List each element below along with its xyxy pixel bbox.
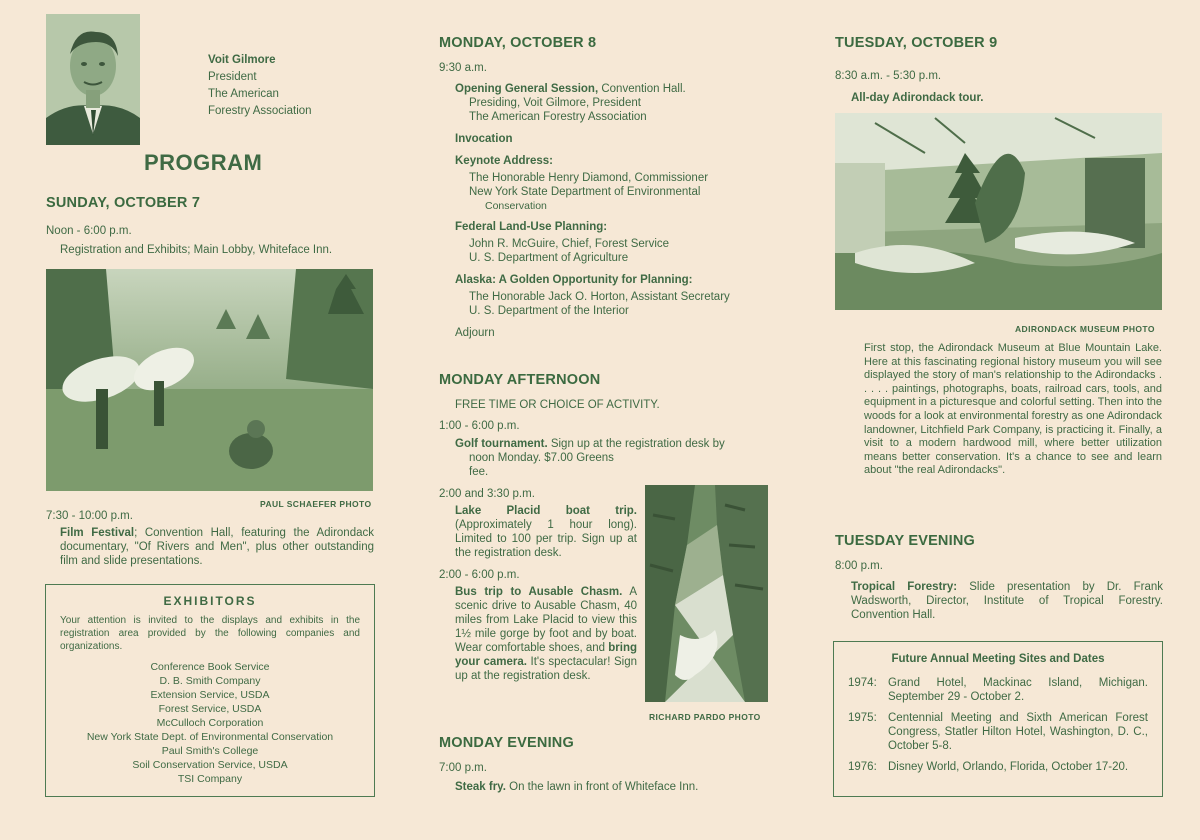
exhibitor-item: Forest Service, USDA bbox=[158, 703, 262, 715]
landuse-line-1: John R. McGuire, Chief, Forest Service bbox=[469, 238, 670, 250]
future-meeting-row bbox=[848, 676, 1148, 704]
museum-photo bbox=[835, 113, 1162, 310]
exhibitor-item: D. B. Smith Company bbox=[159, 675, 261, 687]
exhibitors-list bbox=[46, 660, 374, 786]
tuesday-evening-event bbox=[851, 580, 1163, 622]
president-org-2: Forestry Association bbox=[208, 105, 312, 117]
bus-bold: bring your camera. bbox=[455, 642, 637, 668]
presiding-line-1: Presiding, Voit Gilmore, President bbox=[469, 97, 641, 109]
exhibitor-item: Extension Service, USDA bbox=[150, 689, 270, 701]
president-info bbox=[208, 52, 312, 120]
president-name: Voit Gilmore bbox=[208, 54, 276, 66]
chasm-photo-credit: RICHARD PARDO PHOTO bbox=[649, 712, 761, 722]
exhibitor-item: Conference Book Service bbox=[150, 661, 270, 673]
future-meetings-box bbox=[833, 641, 1163, 797]
bus-event bbox=[455, 585, 637, 683]
opening-session-title: Opening General Session, bbox=[455, 83, 599, 95]
tropical-forestry-text: Slide presentation by Dr. Frank Wadsworth, Director, Institute of Tropical Forestry. Convention Hall. bbox=[851, 581, 1163, 621]
invocation: Invocation bbox=[455, 133, 513, 145]
exhibitor-item: New York State Dept. of Environmental Conservation bbox=[86, 731, 334, 743]
keynote-line-2: New York State Department of Environmental bbox=[469, 186, 701, 198]
program-title: PROGRAM bbox=[144, 150, 263, 175]
monday-time: 9:30 a.m. bbox=[439, 62, 487, 74]
future-site: Centennial Meeting and Sixth American Forest Congress, Statler Hilton Hotel, Washington, D. C., October 5-8. bbox=[888, 712, 1148, 752]
keynote-title: Keynote Address: bbox=[455, 155, 553, 167]
future-site: Disney World, Orlando, Florida, October 17-20. bbox=[888, 761, 1129, 773]
monday-heading: MONDAY, OCTOBER 8 bbox=[439, 35, 597, 51]
president-org-1: The American bbox=[208, 88, 279, 100]
film-festival-text: ; Convention Hall, featuring the Adirondack documentary, "Of Rivers and Men", plus other outstanding film and slide presentations. bbox=[60, 527, 374, 567]
monday-evening-time: 7:00 p.m. bbox=[439, 762, 487, 774]
tuesday-evening-time: 8:00 p.m. bbox=[835, 560, 883, 572]
steak-fry-text: On the lawn in front of Whiteface Inn. bbox=[505, 781, 699, 793]
boat-text: (Approximately 1 hour long). Limited to 100 per trip. Sign up at the registration desk. bbox=[455, 519, 637, 559]
sunday-event-1: Registration and Exhibits; Main Lobby, Whiteface Inn. bbox=[60, 244, 333, 256]
landuse-title: Federal Land-Use Planning: bbox=[455, 221, 608, 233]
alaska-line-2: U. S. Department of the Interior bbox=[469, 305, 629, 317]
future-year: 1974: bbox=[848, 677, 877, 689]
bus-text-2: It's spectacular! Sign up at the registration desk. bbox=[455, 656, 637, 682]
boat-time: 2:00 and 3:30 p.m. bbox=[439, 488, 535, 500]
future-meeting-row bbox=[848, 760, 1148, 774]
exhibitors-intro: Your attention is invited to the displays and exhibits in the registration area provided by the following companies and organizations. bbox=[60, 615, 360, 652]
bus-text-1: A scenic drive to Ausable Chasm, 40 miles from Lake Placid to view this 1½ mile gorge by foot and by boat. Wear comfortable shoes, and bbox=[455, 586, 637, 654]
ausable-chasm-photo bbox=[645, 485, 768, 702]
future-site: Grand Hotel, Mackinac Island, Michigan. September 29 - October 2. bbox=[888, 677, 1148, 703]
alaska-line-1: The Honorable Jack O. Horton, Assistant Secretary bbox=[469, 291, 730, 303]
golf-event bbox=[455, 437, 773, 479]
future-year: 1976: bbox=[848, 761, 877, 773]
exhibitors-title: EXHIBITORS bbox=[163, 594, 257, 608]
keynote-line-1: The Honorable Henry Diamond, Commissioner bbox=[469, 172, 709, 184]
exhibitor-item: McCulloch Corporation bbox=[156, 717, 264, 729]
future-meeting-row bbox=[848, 711, 1148, 753]
alaska-title: Alaska: A Golden Opportunity for Planning: bbox=[455, 274, 693, 286]
exhibitor-item: Soil Conservation Service, USDA bbox=[132, 759, 288, 771]
future-year: 1975: bbox=[848, 712, 877, 724]
tuesday-evening-heading: TUESDAY EVENING bbox=[835, 533, 975, 549]
canoe-carry-photo bbox=[46, 269, 373, 491]
president-portrait bbox=[46, 14, 140, 145]
keynote-line-3: Conservation bbox=[485, 200, 547, 212]
presiding-line-2: The American Forestry Association bbox=[469, 111, 647, 123]
future-meetings-list bbox=[848, 676, 1148, 774]
sunday-event-2 bbox=[60, 526, 374, 568]
sunday-time-2: 7:30 - 10:00 p.m. bbox=[46, 510, 133, 522]
monday-evening-heading: MONDAY EVENING bbox=[439, 735, 574, 751]
monday-sessions bbox=[455, 82, 785, 340]
steak-fry-title: Steak fry. bbox=[455, 781, 506, 793]
tuesday-description: First stop, the Adirondack Museum at Blue Mountain Lake. Here at this fascinating regional history museum you will see displayed the story of man's relationship to the Adirondacks . . . . . paintings, photographs, boats, railroad cars, tools, and equipment in a picturesque and colorful setting. Then into the woods for a look at environmental forestry as one Adirondack landowner, Litchfield Park Company, is practicing it. Finally, a visit to a modern hardwood mill, where better utilization means better conservation. It's a chance to see and learn about "the real Adirondacks". bbox=[864, 342, 1162, 477]
boat-event bbox=[455, 504, 637, 560]
tuesday-time: 8:30 a.m. - 5:30 p.m. bbox=[835, 70, 942, 82]
president-title: President bbox=[208, 71, 257, 83]
golf-text-2: noon Monday. $7.00 Greens bbox=[469, 452, 614, 464]
sunday-photo-credit: PAUL SCHAEFER PHOTO bbox=[260, 499, 372, 509]
bus-time: 2:00 - 6:00 p.m. bbox=[439, 569, 520, 581]
opening-session-place: Convention Hall. bbox=[598, 83, 686, 95]
monday-afternoon-heading: MONDAY AFTERNOON bbox=[439, 372, 601, 388]
film-festival-title: Film Festival bbox=[60, 527, 135, 539]
adjourn: Adjourn bbox=[455, 327, 495, 339]
monday-afternoon-subhead: FREE TIME OR CHOICE OF ACTIVITY. bbox=[455, 399, 660, 411]
landuse-line-2: U. S. Department of Agriculture bbox=[469, 252, 629, 264]
boat-title: Lake Placid boat trip. bbox=[455, 505, 637, 517]
sunday-heading: SUNDAY, OCTOBER 7 bbox=[46, 195, 201, 211]
monday-evening-event bbox=[455, 780, 698, 794]
golf-title: Golf tournament. bbox=[455, 438, 548, 450]
golf-text-1: Sign up at the registration desk by bbox=[547, 438, 725, 450]
future-meetings-title: Future Annual Meeting Sites and Dates bbox=[891, 653, 1105, 665]
exhibitor-item: TSI Company bbox=[177, 773, 243, 785]
sunday-time-1: Noon - 6:00 p.m. bbox=[46, 225, 132, 237]
exhibitors-box bbox=[45, 584, 375, 797]
bus-title: Bus trip to Ausable Chasm. bbox=[455, 586, 623, 598]
tuesday-event: All-day Adirondack tour. bbox=[851, 92, 984, 104]
tropical-forestry-title: Tropical Forestry: bbox=[851, 581, 958, 593]
museum-photo-credit: ADIRONDACK MUSEUM PHOTO bbox=[1015, 324, 1155, 334]
golf-time: 1:00 - 6:00 p.m. bbox=[439, 420, 520, 432]
golf-text-3: fee. bbox=[469, 466, 489, 478]
tuesday-heading: TUESDAY, OCTOBER 9 bbox=[835, 35, 998, 51]
exhibitor-item: Paul Smith's College bbox=[161, 745, 259, 757]
